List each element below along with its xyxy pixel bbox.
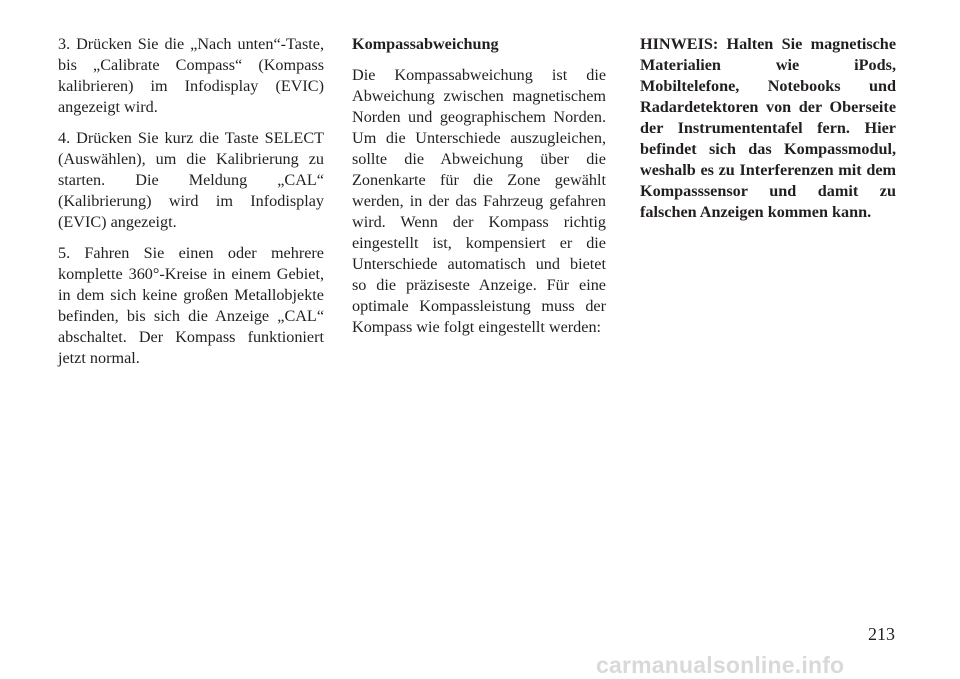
section-heading: Kompassabweichung <box>352 35 499 53</box>
text-column-right <box>640 34 896 233</box>
note-paragraph: HINWEIS: Halten Sie magnetische Materialien wie iPods, Mobiltelefone, Notebooks und Radardetektoren von der Oberseite der Instrumententafel fern. Hier befindet sich das Kompassmodul, weshalb es zu Interferenzen mit dem Kompasssensor und damit zu falschen Anzeigen kommen kann. <box>640 35 896 221</box>
watermark: carmanualsonline.info <box>596 652 845 678</box>
page-number: 213 <box>868 624 895 644</box>
step-5-paragraph: 5. Fahren Sie einen oder mehrere komplette 360°-Kreise in einem Gebiet, in dem sich keine großen Metallobjekte befinden, bis sich die Anzeige „CAL“ abschaltet. Der Kompass funktioniert jetzt normal. <box>58 244 324 367</box>
step-3-paragraph: 3. Drücken Sie die „Nach unten“-Taste, bis „Calibrate Compass“ (Kompass kalibrieren) im Infodisplay (EVIC) angezeigt wird. <box>58 35 324 116</box>
text-column-left <box>58 34 324 379</box>
step-4-paragraph: 4. Drücken Sie kurz die Taste SELECT (Auswählen), um die Kalibrierung zu starten. Die Meldung „CAL“ (Kalibrierung) wird im Infodisplay (EVIC) angezeigt. <box>58 129 324 231</box>
text-column-middle <box>352 34 606 348</box>
compass-variance-paragraph: Die Kompassabweichung ist die Abweichung zwischen magnetischem Norden und geographischem Norden. Um die Unterschiede auszugleichen, sollte die Abweichung über die Zonenkarte für die Zone gewählt werden, in der das Fahrzeug gefahren wird. Wenn der Kompass richtig eingestellt ist, kompensiert er die Unterschiede automatisch und bietet so die präziseste Anzeige. Für eine optimale Kompassleistung muss der Kompass wie folgt eingestellt werden: <box>352 66 606 336</box>
